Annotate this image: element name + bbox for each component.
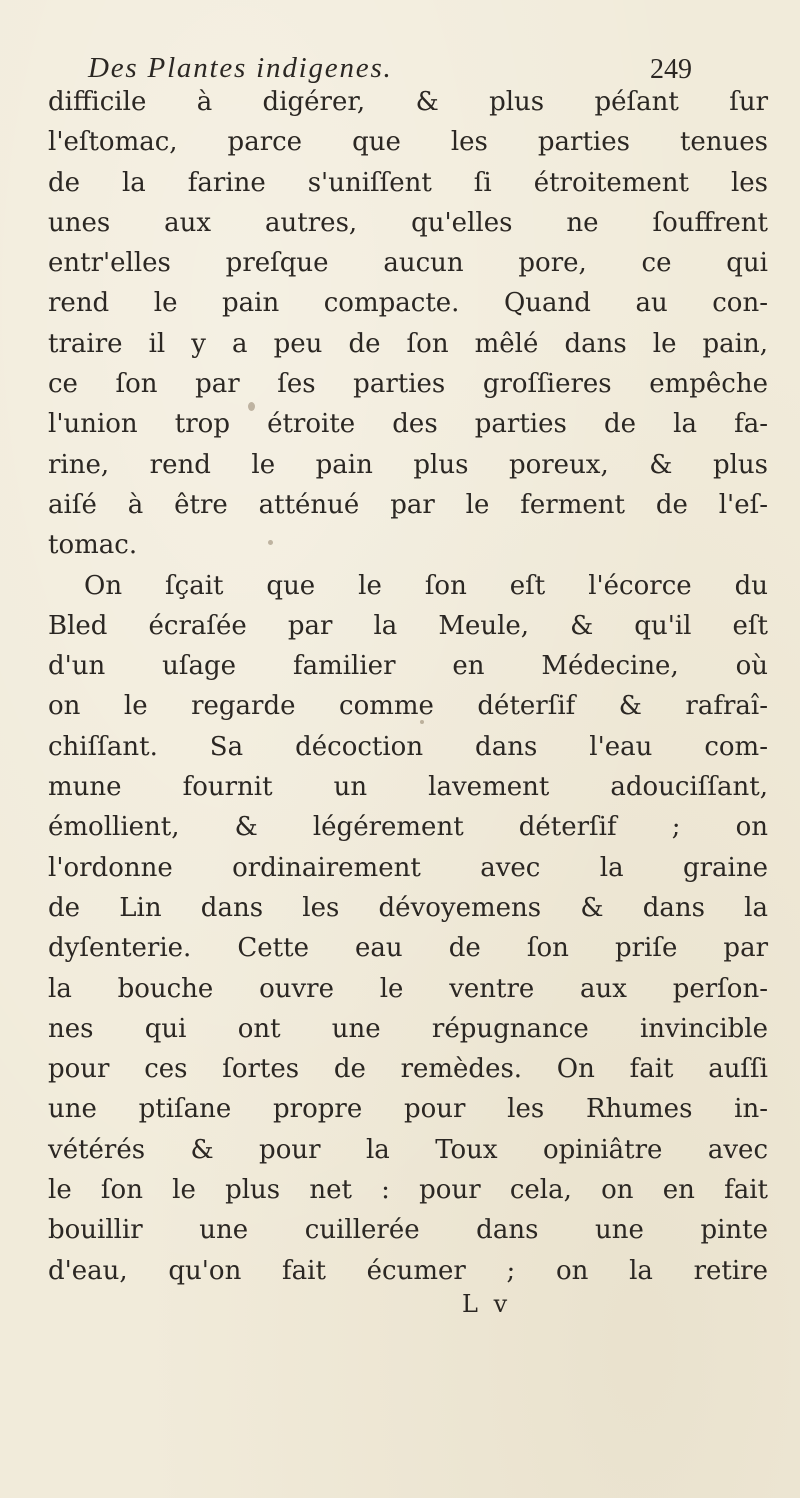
text-line: entr'elles preſque aucun pore, ce qui bbox=[48, 248, 768, 279]
text-line: traire il y a peu de ſon mêlé dans le pain, bbox=[48, 328, 768, 359]
text-line: pour ces ſortes de remèdes. On fait auſſi bbox=[48, 1054, 768, 1085]
text-line: aiſé à être atténué par le ferment de l'eſ- bbox=[48, 489, 768, 520]
text-line: nes qui ont une répugnance invincible bbox=[48, 1013, 768, 1044]
page-number: 249 bbox=[650, 54, 692, 85]
text-line: émollient, & légérement déterſif ; on bbox=[48, 812, 768, 843]
text-line: la bouche ouvre le ventre aux perſon- bbox=[48, 973, 768, 1004]
text-line: dyſenterie. Cette eau de ſon priſe par bbox=[48, 933, 768, 964]
text-line: difficile à digérer, & plus péſant ſur bbox=[48, 87, 768, 117]
text-line: unes aux autres, qu'elles ne ſouffrent bbox=[48, 207, 768, 238]
body-text bbox=[48, 82, 768, 1291]
text-line: rend le pain compacte. Quand au con- bbox=[48, 288, 768, 319]
paper-speck bbox=[248, 402, 255, 411]
text-line: On ſçait que le ſon eſt l'écorce du bbox=[84, 570, 768, 601]
text-line: l'eſtomac, parce que les parties tenues bbox=[48, 127, 768, 158]
text-line: ce ſon par ſes parties groſſieres empêche bbox=[48, 369, 768, 400]
paper-speck bbox=[420, 720, 424, 724]
text-line: Bled écraſée par la Meule, & qu'il eſt bbox=[48, 610, 768, 641]
paper-speck bbox=[268, 540, 273, 545]
text-line: l'union trop étroite des parties de la fa- bbox=[48, 409, 768, 440]
text-line: d'eau, qu'on fait écumer ; on la retire bbox=[48, 1255, 768, 1286]
text-line: d'un uſage familier en Médecine, où bbox=[48, 651, 768, 682]
text-line: on le regarde comme déterſif & rafraî- bbox=[48, 691, 768, 722]
text-line: bouillir une cuillerée dans une pinte bbox=[48, 1215, 768, 1246]
running-title: Des Plantes indigenes. bbox=[88, 52, 393, 84]
signature-mark: L v bbox=[462, 1290, 512, 1318]
text-line: l'ordonne ordinairement avec la graine bbox=[48, 852, 768, 883]
text-line: une ptiſane propre pour les Rhumes in- bbox=[48, 1094, 768, 1125]
text-line: mune fournit un lavement adouciſſant, bbox=[48, 772, 768, 803]
text-line: de Lin dans les dévoyemens & dans la bbox=[48, 892, 768, 923]
text-line: rine, rend le pain plus poreux, & plus bbox=[48, 449, 768, 480]
text-line: de la farine s'uniſſent ſi étroitement les bbox=[48, 167, 768, 198]
text-line: tomac. bbox=[48, 530, 138, 561]
text-line: vétérés & pour la Toux opiniâtre avec bbox=[48, 1134, 768, 1165]
text-line: chiſſant. Sa décoction dans l'eau com- bbox=[48, 731, 768, 762]
text-line: le ſon le plus net : pour cela, on en fait bbox=[48, 1175, 768, 1206]
